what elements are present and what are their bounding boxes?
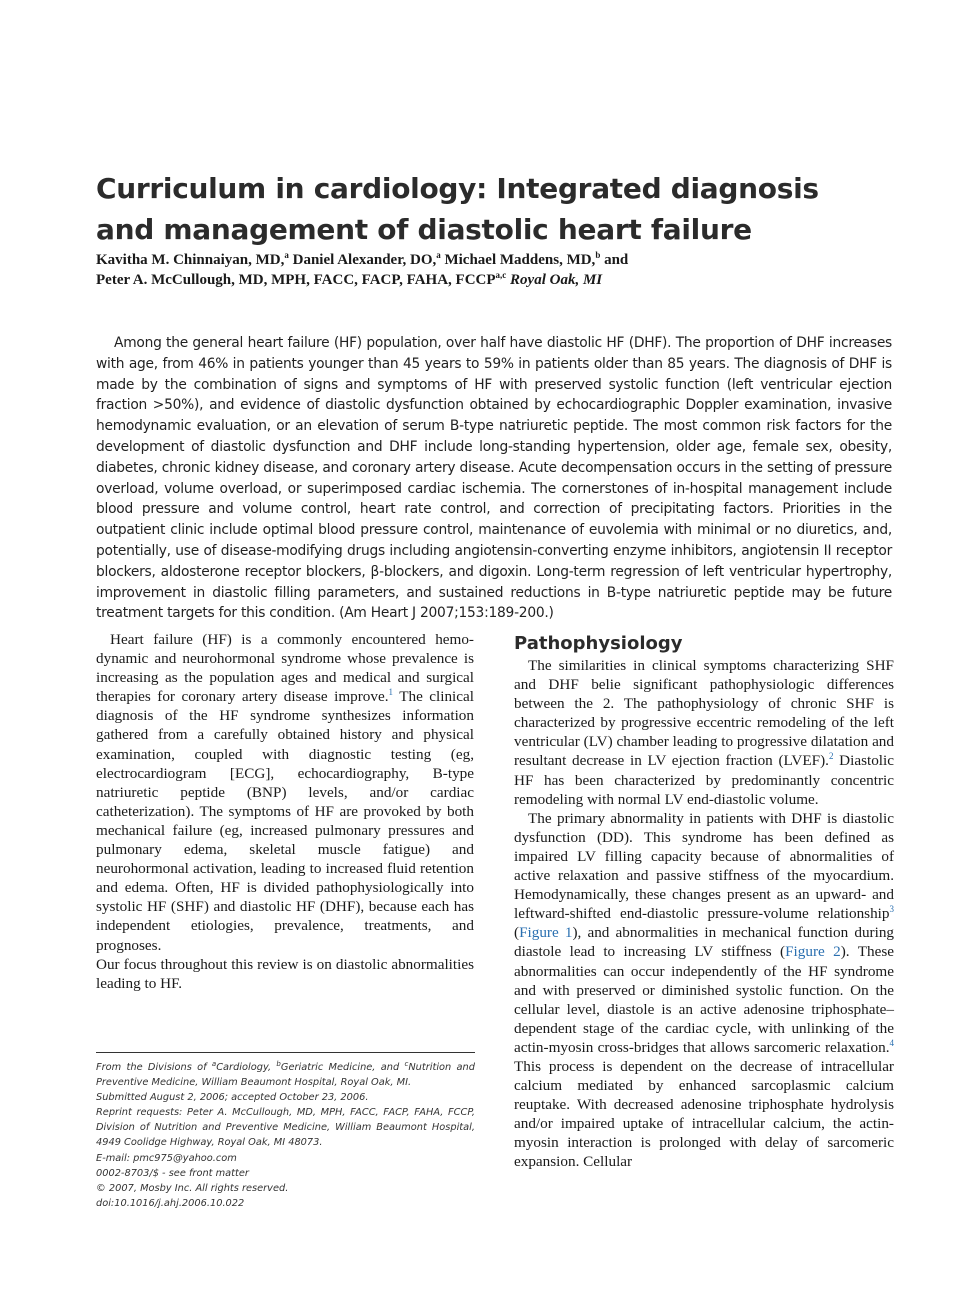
paragraph-text: ), and abnormalities in mechanical function during diastole lead to increasing LV stiffness (: [514, 924, 895, 961]
body-paragraph: [96, 630, 474, 955]
body-paragraph: [514, 809, 894, 1172]
reference-link[interactable]: 1: [388, 687, 394, 698]
author-name: Daniel Alexander, DO,: [292, 252, 437, 268]
affiliation-marker: c: [404, 1060, 409, 1068]
author-list: [96, 250, 886, 290]
body-paragraph: Our focus throughout this review is on diastolic abnormalities leading to HF.: [96, 955, 474, 992]
paragraph-text: The primary abnormality in patients with DHF is diastolic dysfunction (DD). This syndrome has been defined as impaired LV filling capacity because of abnormalities of active relaxation and passive stiffness of the myocardium. Hemodynamically, these changes present as an upward- and leftward-shifted end-diastolic pressure-volume relationship: [514, 809, 894, 923]
affiliation-marker: a,c: [495, 270, 507, 280]
copyright-note: © 2007, Mosby Inc. All rights reserved.: [96, 1182, 289, 1194]
footnote-text: Cardiology,: [216, 1062, 277, 1073]
reference-link[interactable]: 3: [889, 904, 894, 915]
footnote-text: From the Divisions of: [96, 1062, 212, 1073]
paragraph-text: (: [514, 924, 520, 942]
paragraph-text: Heart failure (HF) is a commonly encountered hemo-dynamic and neurohormonal syndrome whose prevalence is increasing as the population ages and medical and surgical therapies for coronary artery disease improve.: [96, 631, 474, 706]
footnotes: [96, 1052, 475, 1211]
paragraph-text: The clinical diagnosis of the HF syndrome synthesizes information gathered from a carefully obtained history and physical examination, coupled with diagnostic testing (eg, electrocardiogram [ECG], echocardiography, B-type natriuretic peptide (BNP) levels, and/or cardiac catheterization). The symptoms of HF are provoked by both mechanical failure (eg, increased pulmonary pressures and pulmonary edema, skeletal muscle fatigue) and neurohormonal activation, leading to increased fluid retention and edema. Often, HF is divided pathophysiologically into systolic HF (SHF) and diastolic HF (DHF), because each has independent etiologies, prevalence, treatments, and prognoses.: [96, 688, 474, 954]
footnote-text: Nutrition and Preventive Medicine, William Beaumont Hospital, Royal Oak, MI.: [96, 1062, 475, 1089]
email-note[interactable]: E-mail: pmc975@yahoo.com: [96, 1152, 237, 1164]
footnote-text: Geriatric Medicine, and: [280, 1062, 405, 1073]
section-heading: Pathophysiology: [514, 633, 683, 654]
affiliation-marker: b: [276, 1060, 281, 1068]
issn-note: 0002-8703/$ - see front matter: [96, 1167, 249, 1179]
and-word: and: [604, 252, 629, 268]
figure-link[interactable]: Figure 1: [519, 924, 573, 942]
paragraph-text: ). These abnormalities can occur independently of the HF syndrome and with preserved or diminished systolic function. On the cellular level, diastole is an active adenosine triphosphate–dependent stage of the cardiac cycle, with unlinking of the actin-myosin cross-bridges that allows sarcomeric relaxation.: [514, 943, 894, 1056]
reference-link[interactable]: 4: [889, 1037, 894, 1048]
affiliation-marker: a: [436, 250, 441, 260]
paragraph-text: This process is dependent on the decrease of intracellular calcium mediated by enhanced sarcoplasmic calcium reuptake. With decreased adenosine triphosphate hydrolysis and/or impaired uptake of intracellular calcium, the actin-myosin interaction is prolonged with delay of sarcomeric expansion. Cellular: [514, 1057, 894, 1171]
abstract: Among the general heart failure (HF) population, over half have diastolic HF (DHF). The proportion of DHF increases with age, from 46% in patients younger than 45 years to 59% in patients older than 85 years. The diagnosis of DHF is made by the combination of signs and symptoms of HF with preserved systolic function (left ventricular ejection fraction >50%), and evidence of diastolic dysfunction obtained by echocardiographic Doppler examination, invasive hemodynamic evaluation, or an elevation of serum B-type natriuretic peptide. The most common risk factors for the development of diastolic dysfunction and DHF include long-standing hypertension, older age, female sex, obesity, diabetes, chronic kidney disease, and coronary artery disease. Acute decompensation occurs in the setting of pressure overload, volume overload, or superimposed cardiac ischemia. The cornerstones of in-hospital management include blood pressure and volume control, heart rate control, and correction of precipitating factors. Priorities in the outpatient clinic include optimal blood pressure control, maintenance of euvolemia with minimal or no diuretics, and, potentially, use of disease-modifying drugs including angiotensin-converting enzyme inhibitors, angiotensin II receptor blockers, aldosterone receptor blockers, β-blockers, and digoxin. Long-term regression of left ventricular hypertrophy, improvement in diastolic filling parameters, and sustained reductions in B-type natriuretic peptide may be future treatment targets for this condition. (Am Heart J 2007;153:189-200.): [96, 335, 892, 622]
paragraph-text: The similarities in clinical symptoms characterizing SHF and DHF belie significant pathophysiologic differences between the 2. The pathophysiology of chronic SHF is characterized by progressive eccentric remodeling of the left ventricular (LV) chamber leading to progressive dilatation and resultant decrease in LV ejection fraction (LVEF).: [514, 657, 894, 770]
paragraph-text: Diastolic HF has been characterized by predominantly concentric remodeling with normal LV end-diastolic volume.: [514, 752, 894, 808]
author-location: Royal Oak, MI: [510, 272, 603, 288]
author-name: Michael Maddens, MD,: [444, 252, 596, 268]
reprint-note: Reprint requests: Peter A. McCullough, MD, MPH, FACC, FACP, FAHA, FCCP, Division of Nutrition and Preventive Medicine, William Beaumont Hospital, 4949 Coolidge Highway, Royal Oak, MI 48073.: [96, 1107, 475, 1149]
right-column: [514, 632, 894, 1172]
body-paragraph: [514, 656, 894, 809]
figure-link[interactable]: Figure 2: [785, 943, 841, 961]
left-column: [96, 630, 474, 993]
doi-note[interactable]: doi:10.1016/j.ahj.2006.10.022: [96, 1197, 245, 1209]
affiliation-marker: a: [211, 1060, 217, 1068]
author-name: Kavitha M. Chinnaiyan, MD,: [96, 252, 285, 268]
submitted-note: Submitted August 2, 2006; accepted October 23, 2006.: [96, 1092, 369, 1104]
affiliations-note: [96, 1060, 475, 1090]
affiliation-marker: a: [284, 250, 289, 260]
author-name: Peter A. McCullough, MD, MPH, FACC, FACP, FAHA, FCCP: [96, 272, 496, 288]
affiliation-marker: b: [595, 250, 601, 260]
article-title: Curriculum in cardiology: Integrated diagnosis and management of diastolic heart failure: [96, 172, 819, 246]
reference-link[interactable]: 2: [828, 751, 834, 762]
